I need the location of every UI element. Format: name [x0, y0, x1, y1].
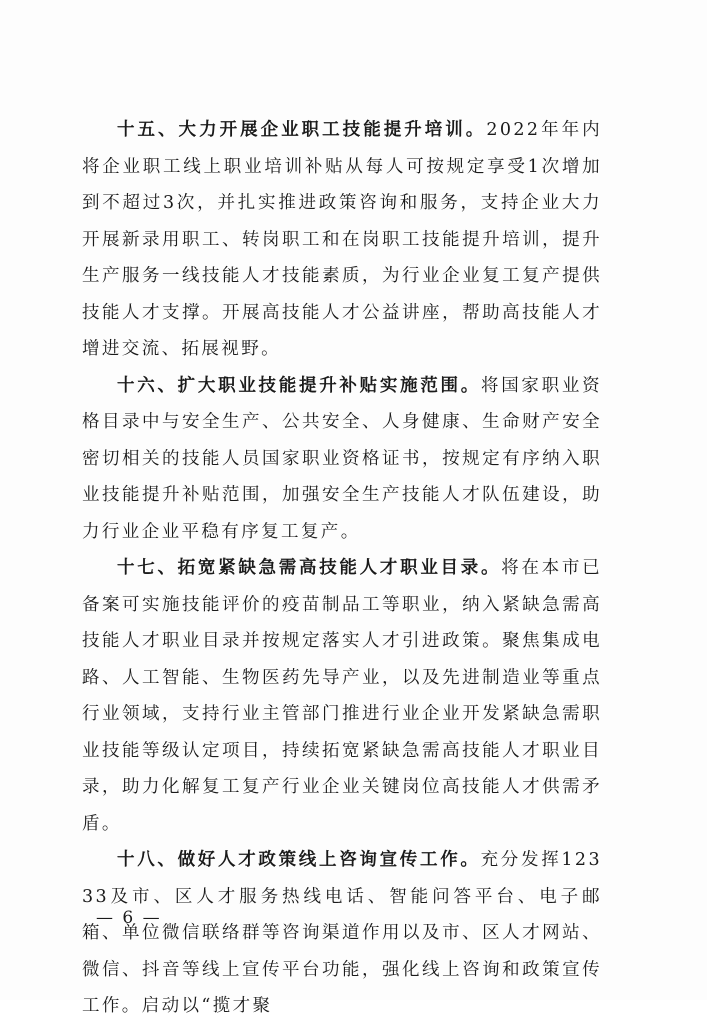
paragraph-item-18: [82, 842, 602, 1025]
paragraph-heading: 十六、扩大职业技能提升补贴实施范围。: [117, 375, 481, 396]
paragraph-text: 充分发挥12333及市、区人才服务热线电话、智能问答平台、电子邮箱、单位微信联络群等咨询渠道作用以及市、区人才网站、微信、抖音等线上宣传平台功能，强化线上咨询和政策宣传工作。启动以“揽才聚: [82, 850, 602, 1016]
paragraph-text: 2022年年内将企业职工线上职业培训补贴从每人可按规定享受1次增加到不超过3次，并扎实推进政策咨询和服务，支持企业大力开展新录用职工、转岗职工和在岗职工技能提升培训，提升生产服务一线技能人才技能素质，为行业企业复工复产提供技能人才支撑。开展高技能人才公益讲座，帮助高技能人才增进交流、拓展视野。: [82, 120, 602, 359]
paragraph-heading: 十八、做好人才政策线上咨询宣传工作。: [117, 850, 481, 870]
paragraph-item-16: [82, 368, 602, 551]
paragraph-heading: 十五、大力开展企业职工技能提升培训。: [117, 120, 487, 140]
paragraph-item-15: [82, 112, 602, 368]
document-body: [82, 112, 602, 1025]
paragraph-text: 将在本市已备案可实施技能评价的疫苗制品工等职业，纳入紧缺急需高技能人才职业目录并按规定落实人才引进政策。聚焦集成电路、人工智能、生物医药先导产业，以及先进制造业等重点行业领域，支持行业主管部门推进行业企业开发紧缺急需职业技能等级认定项目，持续拓宽紧缺急需高技能人才职业目录，助力化解复工复产行业企业关键岗位高技能人才供需矛盾。: [82, 558, 603, 834]
paragraph-heading: 十七、拓宽紧缺急需高技能人才职业目录。: [117, 558, 502, 578]
page-number: — 6 —: [96, 908, 162, 928]
paragraph-item-17: [82, 550, 602, 842]
paragraph-text: 将国家职业资格目录中与安全生产、公共安全、人身健康、生命财产安全密切相关的技能人员国家职业资格证书，按规定有序纳入职业技能提升补贴范围，加强安全生产技能人才队伍建设，助力行业企业平稳有序复工复产。: [82, 375, 602, 542]
